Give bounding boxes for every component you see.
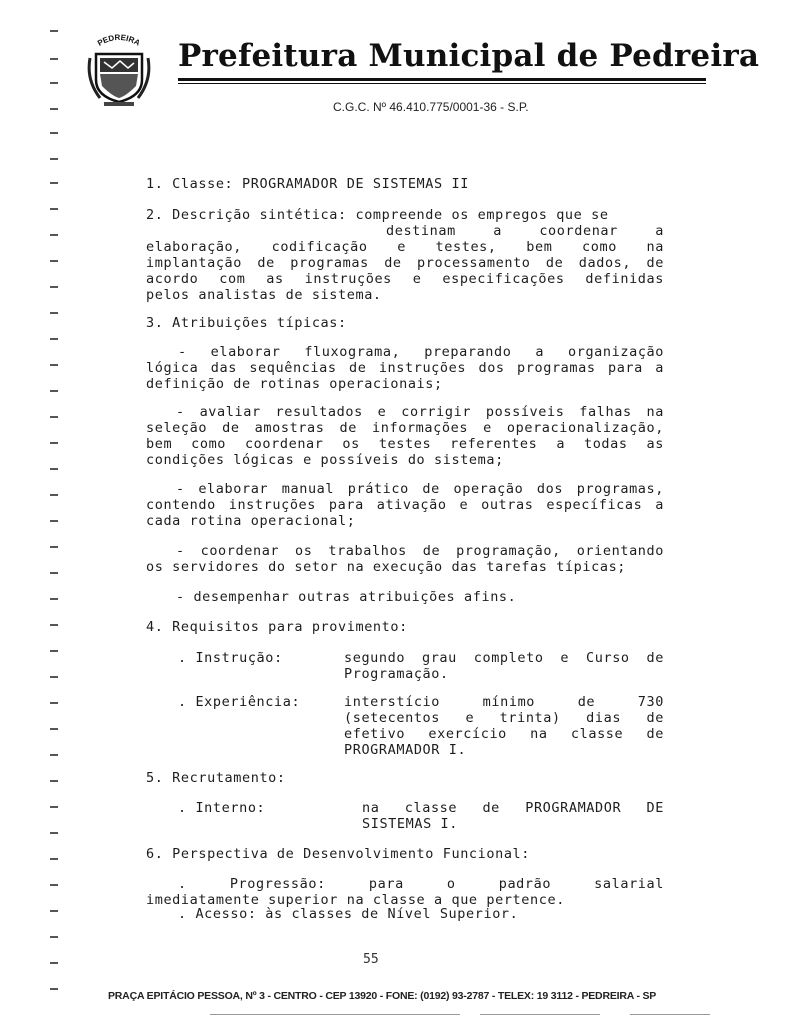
seal-banner-text: PEDREIRA (95, 32, 142, 48)
interno-label: . Interno: (178, 800, 266, 816)
scan-margin-marks (50, 30, 62, 1020)
page-title: Prefeitura Municipal de Pedreira (178, 38, 760, 74)
title-underline-thin (178, 83, 706, 84)
instrucao-label: . Instrução: (178, 650, 283, 666)
section-2-line: 2. Descrição sintética: compreende os empregos que se (146, 207, 609, 223)
section-2-line: destinam a coordenar a (386, 223, 664, 239)
duty-item: bem como coordenar os testes referentes a todas as (146, 436, 664, 452)
section-3-title: 3. Atribuições típicas: (146, 315, 347, 331)
section-6-title: 6. Perspectiva de Desenvolvimento Funcional: (146, 846, 531, 862)
section-2-line: acordo com as instruções e especificações definidas (146, 271, 664, 287)
section-2-line: pelos analistas de sistema. (146, 287, 382, 303)
title-underline (178, 78, 706, 81)
duty-item: - avaliar resultados e corrigir possíveis falhas na (176, 404, 664, 420)
progressao-line: . Progressão: para o padrão salarial (178, 876, 664, 892)
municipal-seal-icon (86, 28, 152, 108)
section-5-title: 5. Recrutamento: (146, 770, 286, 786)
duty-item: - elaborar fluxograma, preparando a organização (178, 344, 664, 360)
duty-item: os servidores do setor na execução das tarefas típicas; (146, 559, 627, 575)
duty-item: condições lógicas e possíveis do sistema; (146, 452, 504, 468)
instrucao-value: segundo grau completo e Curso de (344, 650, 664, 666)
footer-rule (210, 1014, 460, 1015)
footer-address: PRAÇA EPITÁCIO PESSOA, Nº 3 - CENTRO - CEP 13920 - FONE: (0192) 93-2787 - TELEX: 19 3112 - PEDREIRA - SP (108, 990, 657, 1002)
footer-rule (630, 1014, 710, 1015)
instrucao-value: Programação. (344, 666, 449, 682)
experiencia-value: PROGRAMADOR I. (344, 742, 467, 758)
section-2-line: implantação de programas de processamento de dados, de (146, 255, 664, 271)
duty-item: - elaborar manual prático de operação dos programas, (176, 481, 664, 497)
experiencia-label: . Experiência: (178, 694, 301, 710)
duty-item: cada rotina operacional; (146, 513, 356, 529)
progressao-line: imediatamente superior na classe a que pertence. (146, 892, 565, 908)
section-4-title: 4. Requisitos para provimento: (146, 619, 408, 635)
experiencia-value: efetivo exercício na classe de (344, 726, 664, 742)
interno-value: SISTEMAS I. (362, 816, 459, 832)
duty-item: contendo instruções para ativação e outras específicas a (146, 497, 664, 513)
section-1-class: 1. Classe: PROGRAMADOR DE SISTEMAS II (146, 176, 469, 192)
experiencia-value: (setecentos e trinta) dias de (344, 710, 664, 726)
duty-item: - desempenhar outras atribuições afins. (176, 589, 517, 605)
cgc-number: C.G.C. Nº 46.410.775/0001-36 - S.P. (333, 100, 529, 114)
duty-item: seleção de amostras de informações e operacionalização, (146, 420, 664, 436)
duty-item: lógica das sequências de instruções dos programas para a (146, 360, 664, 376)
page-number: 55 (363, 952, 379, 967)
interno-value: na classe de PROGRAMADOR DE (362, 800, 664, 816)
footer-rule (480, 1014, 600, 1015)
duty-item: - coordenar os trabalhos de programação, orientando (176, 543, 664, 559)
acesso-line: . Acesso: às classes de Nível Superior. (178, 906, 519, 922)
section-2-line: elaboração, codificação e testes, bem como na (146, 239, 664, 255)
experiencia-value: interstício mínimo de 730 (344, 694, 664, 710)
duty-item: definição de rotinas operacionais; (146, 376, 443, 392)
